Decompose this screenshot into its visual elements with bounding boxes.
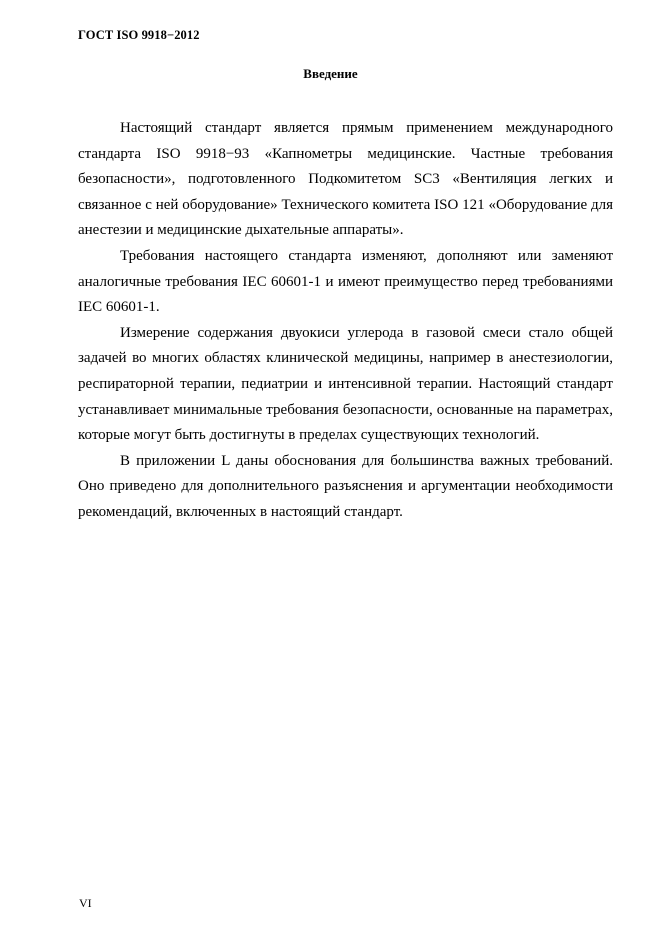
body-text [78, 116, 613, 526]
paragraph-3: Измерение содержания двуокиси углерода в газовой смеси стало общей задачей во многих областях клинической медицины, например в анестезиологии, респираторной терапии, педиатрии и интенсивной терапии. Настоящий стандарт устанавливает минимальные требования безопасности, основанные на параметрах, которые могут быть достигнуты в пределах существующих технологий. [78, 324, 613, 444]
paragraph-2: Требования настоящего стандарта изменяют, дополняют или заменяют аналогичные требования IEC 60601-1 и имеют преимущество перед требованиями IEC 60601-1. [78, 247, 613, 316]
page-number: VI [79, 896, 92, 910]
paragraph-1: Настоящий стандарт является прямым применением международного стандарта ISO 9918−93 «Капнометры медицинские. Частные требования безопасности», подготовленного Подкомитетом SC3 «Вентиляция легких и связанное с ней оборудование» Технического комитета ISO 121 «Оборудование для анестезии и медицинские дыхательные аппараты». [78, 120, 613, 239]
paragraph-4: В приложении L даны обоснования для большинства важных требований. Оно приведено для дополнительного разъяснения и аргументации необходимости рекомендаций, включенных в настоящий стандарт. [78, 452, 613, 520]
section-title: Введение [303, 66, 358, 81]
document-header: ГОСТ ISO 9918−2012 [78, 28, 200, 42]
